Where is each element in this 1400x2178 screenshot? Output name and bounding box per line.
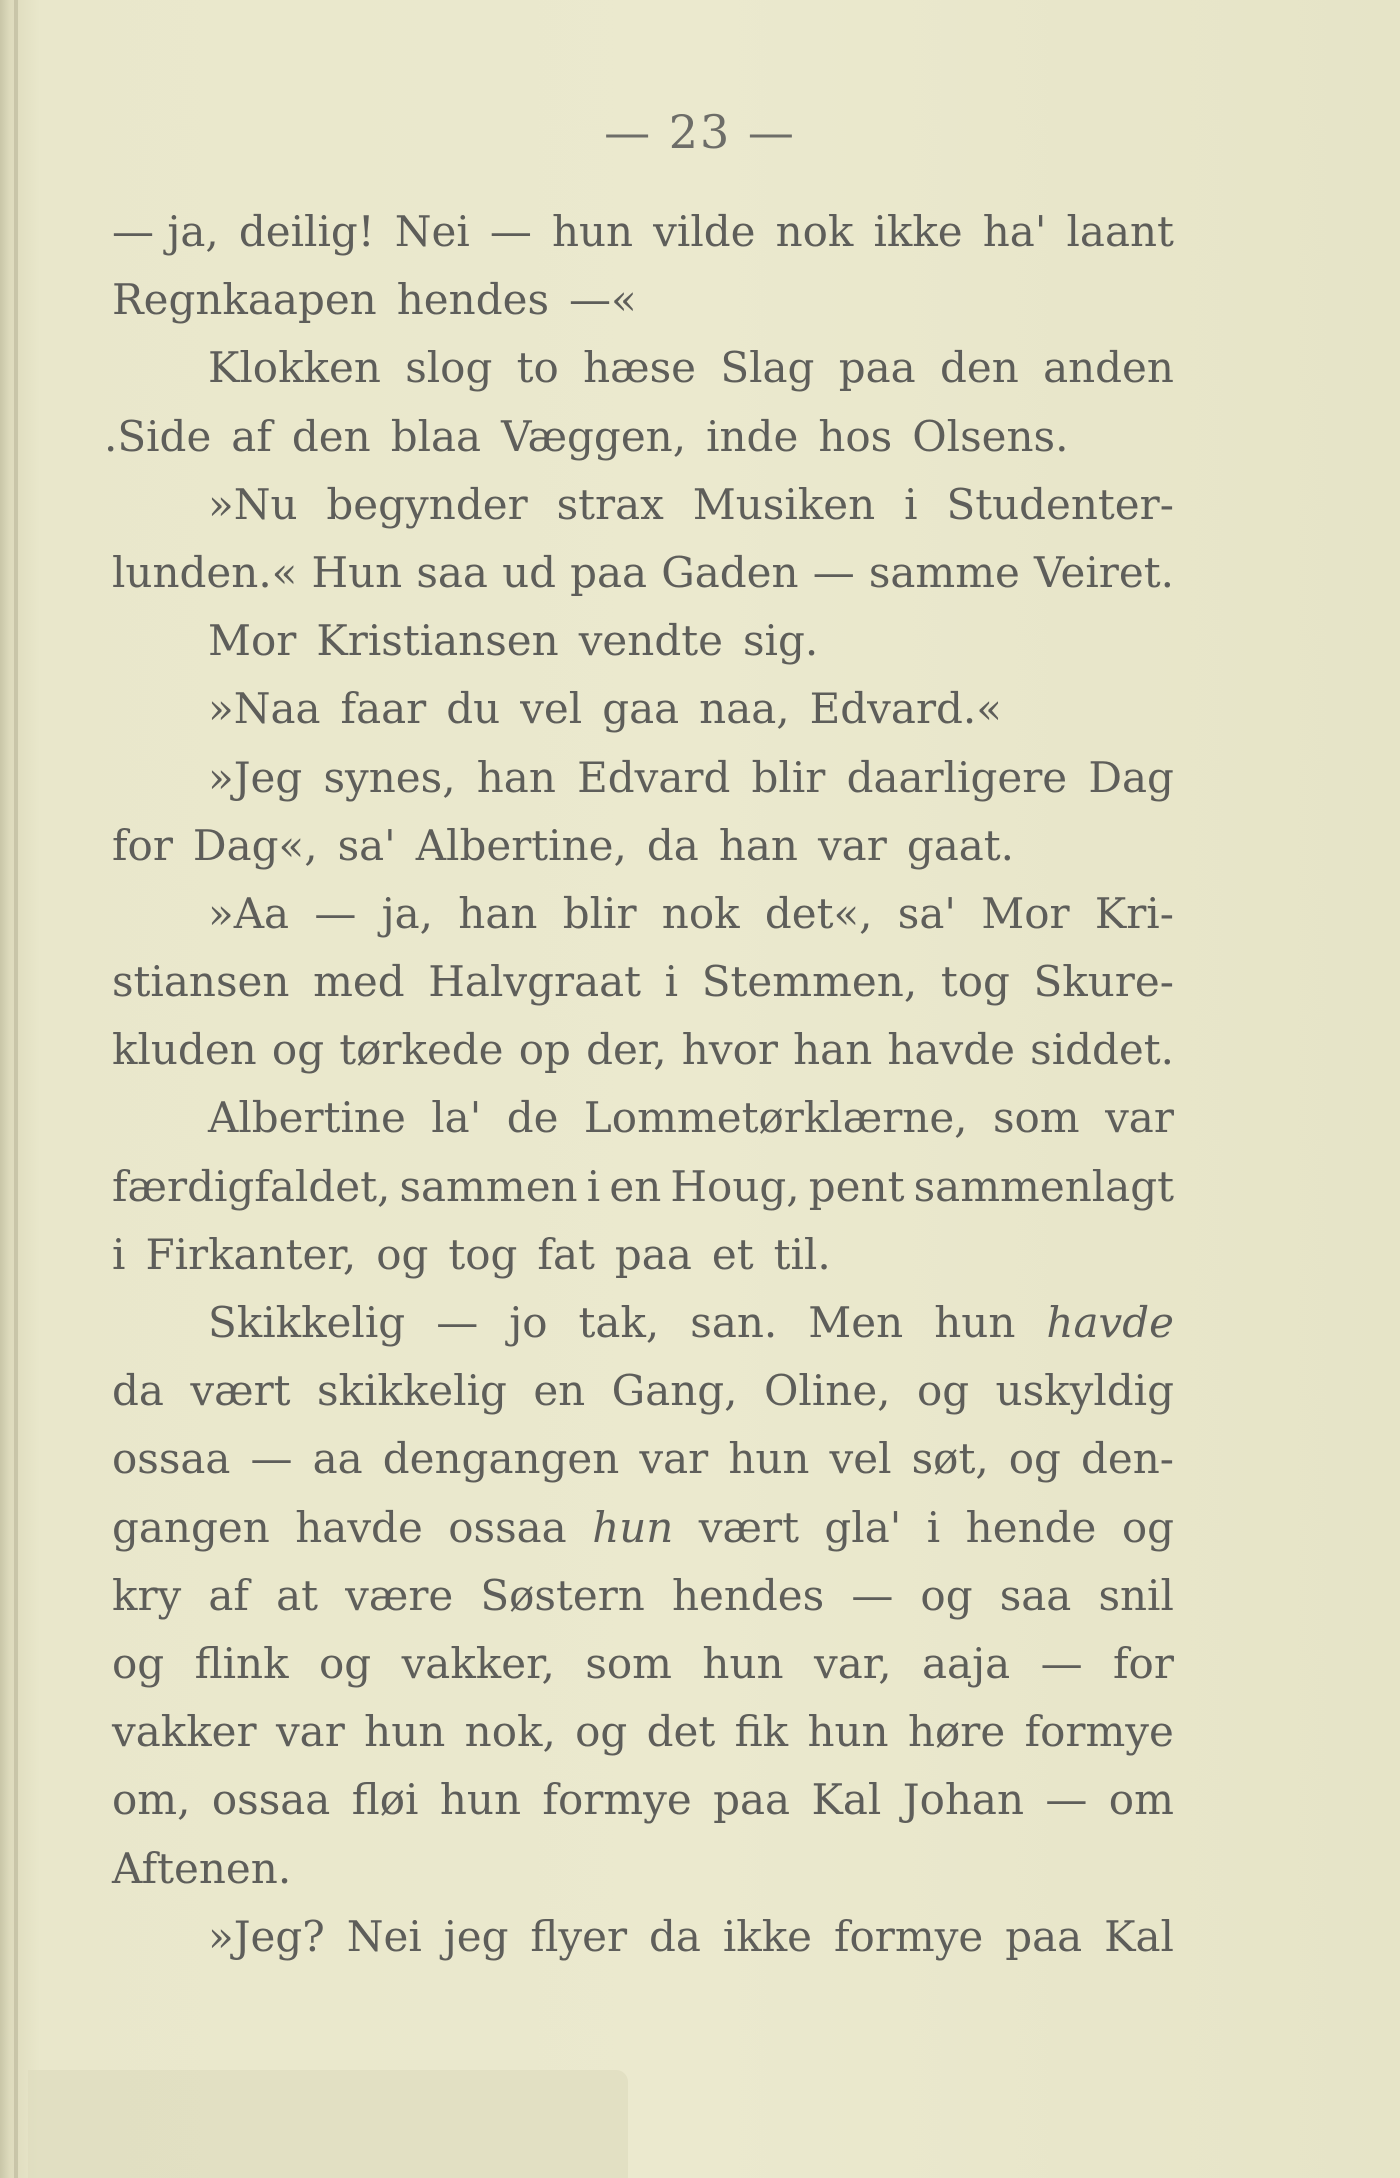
- word: Væggen,: [501, 411, 687, 461]
- word: ossaa: [112, 1434, 231, 1484]
- word: og: [318, 1638, 372, 1688]
- word: et: [711, 1229, 754, 1279]
- word: jeg: [443, 1911, 509, 1961]
- word: for: [1113, 1638, 1174, 1688]
- word: —: [314, 888, 357, 938]
- word: naa,: [699, 684, 790, 734]
- word: tog: [940, 957, 1010, 1007]
- word: hun: [807, 1707, 889, 1757]
- word: havde: [887, 1025, 1015, 1075]
- word: til.: [773, 1229, 831, 1279]
- word: Slag: [720, 343, 815, 393]
- text-line: [112, 1698, 1174, 1766]
- word: slog: [405, 343, 493, 393]
- word: Albertine: [208, 1093, 406, 1143]
- word: en: [609, 1161, 662, 1211]
- word: vilde: [653, 207, 756, 256]
- text-line: [112, 334, 1174, 402]
- word: gla': [824, 1502, 902, 1552]
- word: og: [112, 1638, 165, 1688]
- word: »Jeg: [208, 752, 303, 802]
- word: »Nu: [208, 479, 298, 529]
- word: Olsens.: [912, 411, 1069, 461]
- word: —: [1045, 1775, 1088, 1825]
- word: Kristiansen: [316, 616, 559, 666]
- word: ha': [982, 207, 1047, 256]
- word: du: [446, 684, 501, 734]
- text-line: [112, 1425, 1174, 1493]
- word: vel: [829, 1434, 892, 1484]
- word: ossaa: [448, 1502, 567, 1552]
- word: ikke: [722, 1911, 813, 1961]
- text-line: [112, 266, 1174, 334]
- word: der,: [586, 1025, 667, 1075]
- word: Albertine,: [415, 820, 627, 870]
- word: var: [275, 1707, 345, 1757]
- word: san.: [690, 1298, 778, 1347]
- text-line: [112, 744, 1174, 812]
- word: Nei: [346, 1911, 422, 1961]
- word: det: [646, 1707, 716, 1757]
- word: paa: [1005, 1911, 1083, 1961]
- word: Edvard: [577, 752, 731, 802]
- word: begynder: [326, 479, 528, 529]
- text-line: [112, 1289, 1174, 1357]
- word: Firkanter,: [145, 1229, 357, 1279]
- word: hæse: [583, 343, 697, 393]
- word: blaa: [390, 411, 482, 461]
- word: som: [992, 1093, 1080, 1143]
- word: uskyldig: [995, 1366, 1174, 1416]
- word: jo: [509, 1298, 548, 1347]
- word: Aftenen.: [112, 1843, 292, 1893]
- word: hendes: [396, 275, 549, 325]
- word: paa: [614, 1229, 692, 1279]
- word: være: [345, 1570, 454, 1620]
- word: ud: [502, 547, 557, 597]
- word: han: [458, 888, 538, 938]
- word: »Aa: [208, 888, 290, 938]
- word: snil: [1098, 1570, 1174, 1620]
- word: kluden: [112, 1025, 257, 1075]
- word: strax: [556, 479, 664, 529]
- word: hun: [439, 1775, 522, 1825]
- word: hos: [818, 411, 893, 461]
- word: stiansen: [112, 957, 290, 1007]
- word: af: [208, 1570, 249, 1620]
- text-line: [112, 1630, 1174, 1698]
- word: fik: [734, 1707, 789, 1757]
- word: den-: [1080, 1434, 1174, 1484]
- word: den: [291, 411, 371, 461]
- word: Edvard.«: [809, 684, 1002, 734]
- text-line: [112, 812, 1174, 880]
- word: hende: [965, 1502, 1097, 1552]
- word: han: [718, 820, 798, 870]
- word: af: [231, 411, 272, 461]
- word: sammenlagt: [913, 1161, 1174, 1211]
- word: og: [920, 1570, 973, 1620]
- word: for: [112, 820, 173, 870]
- word: Mor: [981, 888, 1070, 938]
- word: Søstern: [480, 1570, 645, 1620]
- word: Kri-: [1094, 888, 1174, 938]
- word: formye: [542, 1775, 692, 1825]
- word: i: [926, 1502, 941, 1552]
- text-line: [112, 1766, 1174, 1834]
- word: skikkelig: [316, 1366, 507, 1416]
- word: blir: [562, 888, 637, 938]
- word: han: [476, 752, 556, 802]
- word: og: [1121, 1502, 1174, 1552]
- text-line: [112, 1835, 1174, 1903]
- word: —: [851, 1570, 894, 1620]
- word: paa: [713, 1775, 791, 1825]
- word: saa: [416, 547, 488, 597]
- word: høre: [907, 1707, 1006, 1757]
- word: fat: [537, 1229, 595, 1279]
- word: inde: [706, 411, 799, 461]
- page-stain: [28, 2070, 628, 2178]
- word: op: [518, 1025, 571, 1075]
- word: vært: [698, 1502, 799, 1552]
- text-line: [112, 198, 1174, 266]
- word: hun: [728, 1434, 810, 1484]
- word: Men: [808, 1298, 904, 1347]
- word: Houg,: [670, 1161, 800, 1211]
- word: Gang,: [611, 1366, 738, 1416]
- word: han: [793, 1025, 873, 1075]
- text-line: [112, 1562, 1174, 1630]
- word: havde: [295, 1502, 423, 1552]
- word: vakker,: [401, 1638, 555, 1688]
- text-line: [112, 1903, 1174, 1971]
- word: vel: [520, 684, 583, 734]
- word: i: [112, 1229, 126, 1279]
- word: lunden.«: [112, 547, 298, 597]
- word: med: [313, 957, 405, 1007]
- word: la': [431, 1093, 482, 1143]
- word: nok: [775, 207, 854, 256]
- word: faar: [340, 684, 427, 734]
- word: da: [112, 1366, 164, 1416]
- word: da: [646, 820, 699, 870]
- word: ja,: [381, 888, 434, 938]
- word: — ja,: [112, 207, 219, 256]
- word: Johan: [902, 1775, 1024, 1825]
- word: var: [1105, 1093, 1174, 1143]
- word: Mor: [208, 616, 297, 666]
- text-line: [104, 403, 1174, 471]
- word: sammen: [399, 1161, 578, 1211]
- word: fløi: [351, 1775, 419, 1825]
- word: siddet.: [1030, 1025, 1174, 1075]
- word: det«,: [764, 888, 873, 938]
- word: Dag: [1088, 752, 1174, 802]
- word: .Side: [104, 411, 212, 461]
- word: Hun: [311, 547, 403, 597]
- word: hun: [551, 207, 634, 256]
- text-line: [112, 607, 1174, 675]
- text-line: [112, 1016, 1174, 1084]
- word: og: [916, 1366, 970, 1416]
- word: da: [648, 1911, 701, 1961]
- word: Dag«,: [192, 820, 318, 870]
- word: Skikkelig: [208, 1298, 406, 1347]
- word: dengangen: [382, 1434, 620, 1484]
- word: hun: [364, 1707, 446, 1757]
- word: i: [586, 1161, 601, 1211]
- word: hun: [592, 1502, 674, 1552]
- word: formye: [833, 1911, 984, 1961]
- word: hvor: [681, 1025, 778, 1075]
- word: i: [904, 479, 918, 529]
- word: vakker: [112, 1707, 257, 1757]
- word: var: [639, 1434, 709, 1484]
- word: Skure-: [1033, 957, 1174, 1007]
- word: hendes: [671, 1570, 825, 1620]
- word: nok: [661, 888, 740, 938]
- word: sig.: [742, 616, 819, 666]
- word: »Jeg?: [208, 1911, 325, 1961]
- word: hun: [934, 1298, 1016, 1347]
- word: flyer: [530, 1911, 628, 1961]
- word: Lommetørklærne,: [583, 1093, 968, 1143]
- word: en: [533, 1366, 586, 1416]
- text-line: [112, 1494, 1174, 1562]
- word: var,: [814, 1638, 892, 1688]
- word: —: [436, 1298, 479, 1347]
- word: tog: [448, 1229, 518, 1279]
- word: Oline,: [763, 1366, 891, 1416]
- word: færdigfaldet,: [112, 1161, 391, 1211]
- page-gutter: [14, 0, 18, 2178]
- word: og: [575, 1707, 628, 1757]
- word: —«: [569, 275, 637, 325]
- word: Kal: [1104, 1911, 1174, 1961]
- word: sa': [337, 820, 396, 870]
- word: tørkede: [339, 1025, 504, 1075]
- word: og: [376, 1229, 429, 1279]
- word: laant: [1066, 207, 1174, 256]
- word: paa: [570, 547, 648, 597]
- text-line: [112, 1221, 1174, 1289]
- body-text: [104, 198, 1174, 1971]
- word: gaat.: [906, 820, 1015, 870]
- word: om: [1108, 1775, 1174, 1825]
- word: som: [585, 1638, 672, 1688]
- word: Klokken: [208, 343, 381, 393]
- text-line: [112, 1357, 1174, 1425]
- word: i: [664, 957, 679, 1007]
- word: —: [489, 207, 532, 256]
- word: vendte: [578, 616, 723, 666]
- word: hun: [702, 1638, 784, 1688]
- word: at: [276, 1570, 318, 1620]
- word: søt,: [911, 1434, 989, 1484]
- word: anden: [1043, 343, 1174, 393]
- word: Kal: [811, 1775, 882, 1825]
- word: Musiken: [692, 479, 876, 529]
- word: og: [1008, 1434, 1061, 1484]
- text-line: [112, 675, 1174, 743]
- text-line: [112, 471, 1174, 539]
- word: to: [516, 343, 559, 393]
- word: paa: [838, 343, 916, 393]
- page-number: — 23 —: [604, 105, 796, 159]
- word: pent: [808, 1161, 905, 1211]
- word: samme: [868, 547, 1020, 597]
- text-line: [112, 539, 1174, 607]
- word: Veiret.: [1034, 547, 1174, 597]
- word: nok,: [464, 1707, 556, 1757]
- word: tak,: [578, 1298, 660, 1347]
- word: de: [506, 1093, 559, 1143]
- word: Studenter-: [946, 479, 1174, 529]
- word: ossaa: [211, 1775, 331, 1825]
- word: Regnkaapen: [112, 275, 377, 325]
- word: og: [271, 1025, 325, 1075]
- word: var: [817, 820, 887, 870]
- word: »Naa: [208, 684, 321, 734]
- word: aaja: [922, 1638, 1011, 1688]
- text-line: [112, 1084, 1174, 1152]
- text-line: [112, 948, 1174, 1016]
- word: deilig!: [238, 207, 375, 256]
- word: formye: [1024, 1707, 1174, 1757]
- word: Stemmen,: [701, 957, 918, 1007]
- word: —: [812, 547, 855, 597]
- word: gangen: [112, 1502, 270, 1552]
- word: sa': [897, 888, 956, 938]
- word: aa: [312, 1434, 363, 1484]
- word: flink: [194, 1638, 289, 1688]
- text-line: [112, 1153, 1174, 1221]
- word: havde: [1046, 1298, 1174, 1347]
- word: den: [939, 343, 1019, 393]
- word: om,: [112, 1775, 191, 1825]
- word: synes,: [323, 752, 456, 802]
- word: daarligere: [846, 752, 1068, 802]
- word: saa: [999, 1570, 1072, 1620]
- word: Gaden: [661, 547, 799, 597]
- word: ikke: [873, 207, 963, 256]
- word: kry: [112, 1570, 182, 1620]
- word: Halvgraat: [428, 957, 642, 1007]
- text-line: [112, 880, 1174, 948]
- word: —: [250, 1434, 293, 1484]
- word: —: [1040, 1638, 1083, 1688]
- word: Nei: [394, 207, 470, 256]
- word: gaa: [602, 684, 680, 734]
- word: vært: [190, 1366, 291, 1416]
- word: blir: [751, 752, 826, 802]
